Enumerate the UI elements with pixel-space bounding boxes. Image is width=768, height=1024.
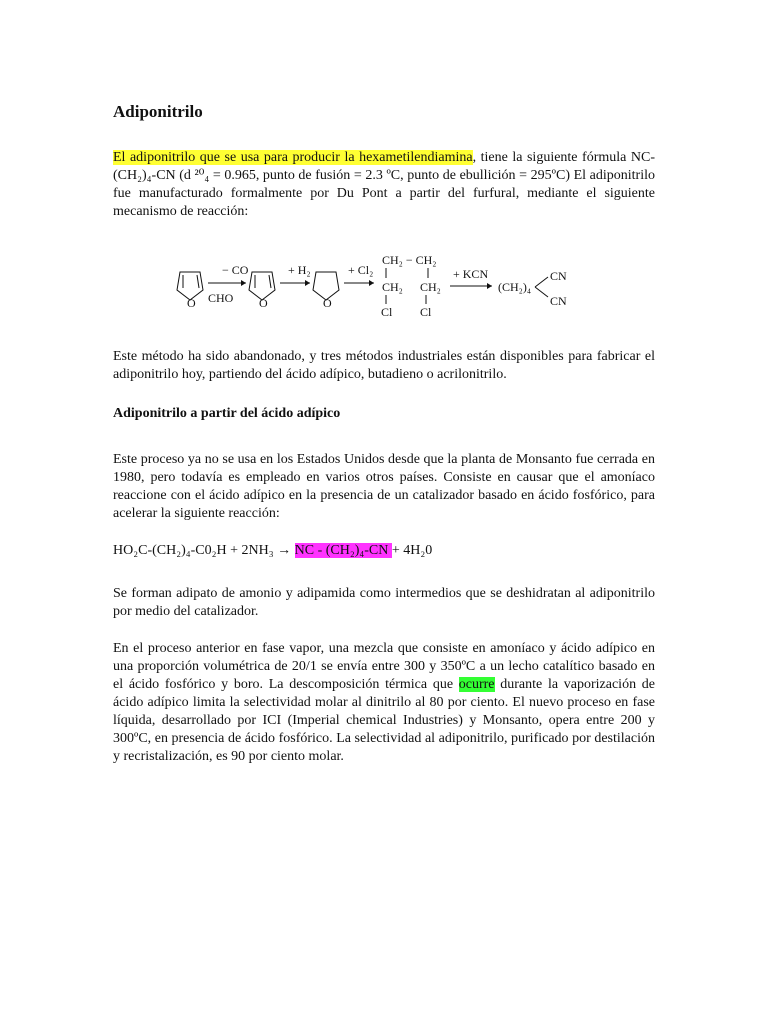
document-title: Adiponitrilo bbox=[113, 102, 203, 121]
chlorine-a: Cl bbox=[381, 305, 393, 319]
section-heading: Adiponitrilo a partir del ácido adípico bbox=[113, 406, 341, 421]
thf-oxygen: O bbox=[323, 296, 332, 310]
arrow3-head bbox=[369, 280, 374, 286]
equation-left: HO₂C-(CH₂)₄-C0₂H + 2NH₃ → bbox=[113, 543, 295, 558]
arrow2-label: + H₂ bbox=[288, 263, 311, 277]
furfural-oxygen: O bbox=[187, 296, 196, 310]
intro-text: , tiene la siguiente fórmula NC-(CH₂)₄-CN (d ²⁰₄ = 0.965, punto de fusión = 2.3 ºC, punto de ebullición = 295ºC) El adiponitrilo fue manufacturado formalmente por Du Pont a partir del furfural, mediante el siguiente mecanismo de reacción: bbox=[113, 150, 655, 219]
paragraph-intermediates: Se forman adipato de amonio y adipamida como intermedios que se deshidratan al adiponitrilo por medio del catalizador. bbox=[113, 586, 655, 619]
bond-cn2 bbox=[535, 287, 548, 297]
paragraph-methods: Este método ha sido abandonado, y tres métodos industriales están disponibles para fabricar el adiponitrilo hoy, partiendo del ácido adípico, butadieno o acrilonitrilo. bbox=[113, 349, 655, 382]
product-chain: (CH₂)₄ bbox=[498, 280, 532, 294]
reaction-scheme bbox=[170, 250, 588, 320]
vapor-highlight: ocurre bbox=[458, 677, 495, 692]
paragraph-process: Este proceso ya no se usa en los Estados Unidos desde que la planta de Monsanto fue cerrada en 1980, pero todavía es empleado en varios otros países. Consiste en causar que el amoníaco reaccione con el ácido adípico en la presencia de un catalizador basado en ácido fosfórico, para acelerar la siguiente reacción: bbox=[113, 452, 655, 521]
arrow2-head bbox=[305, 280, 310, 286]
chain-mid-left: CH₂ bbox=[382, 280, 403, 294]
arrow4-label: + KCN bbox=[453, 267, 489, 281]
arrow1-label: − CO bbox=[222, 263, 249, 277]
chain-mid-right: CH₂ bbox=[420, 280, 441, 294]
paragraph-vapor-phase bbox=[113, 640, 655, 766]
reaction-equation bbox=[113, 543, 432, 559]
intro-highlight: El adiponitrilo que se usa para producir la hexametilendiamina bbox=[113, 150, 473, 165]
arrow4-head bbox=[487, 283, 492, 289]
product-cn2: CN bbox=[550, 294, 567, 308]
bond-cn1 bbox=[535, 277, 548, 287]
intro-paragraph bbox=[113, 149, 655, 221]
arrow1-head bbox=[241, 280, 246, 286]
vapor-text-before: En el proceso anterior en fase vapor, una mezcla que consiste en amoníaco y ácido adípico en una proporción volumétrica de 20/1 se envía entre 300 y 350ºC a un lecho catalítico basado en el ácido fosfórico y boro. La descomposición térmica que bbox=[113, 641, 655, 692]
reaction-scheme-drawing bbox=[170, 250, 588, 320]
chain-top: CH₂ − CH₂ bbox=[382, 253, 437, 267]
furfural-cho: CHO bbox=[208, 291, 234, 305]
equation-right: + 4H₂0 bbox=[391, 543, 433, 558]
arrow3-label: + Cl₂ bbox=[348, 263, 374, 277]
equation-product-highlight: NC - (CH₂)₄-CN bbox=[294, 543, 392, 558]
chlorine-b: Cl bbox=[420, 305, 432, 319]
vapor-text-after: durante la vaporización de ácido adípico limita la selectividad molar al dinitrilo al 80 por ciento. El nuevo proceso en fase líquida, desarrollado por ICI (Imperial chemical Industries) y Monsanto, opera entre 200 y 300ºC, en presencia de ácido fosfórico. La selectividad al adiponitrilo, purificado por destilación y recristalización, es 90 por ciento molar. bbox=[113, 677, 656, 764]
product-cn1: CN bbox=[550, 269, 567, 283]
furan-oxygen: O bbox=[259, 296, 268, 310]
